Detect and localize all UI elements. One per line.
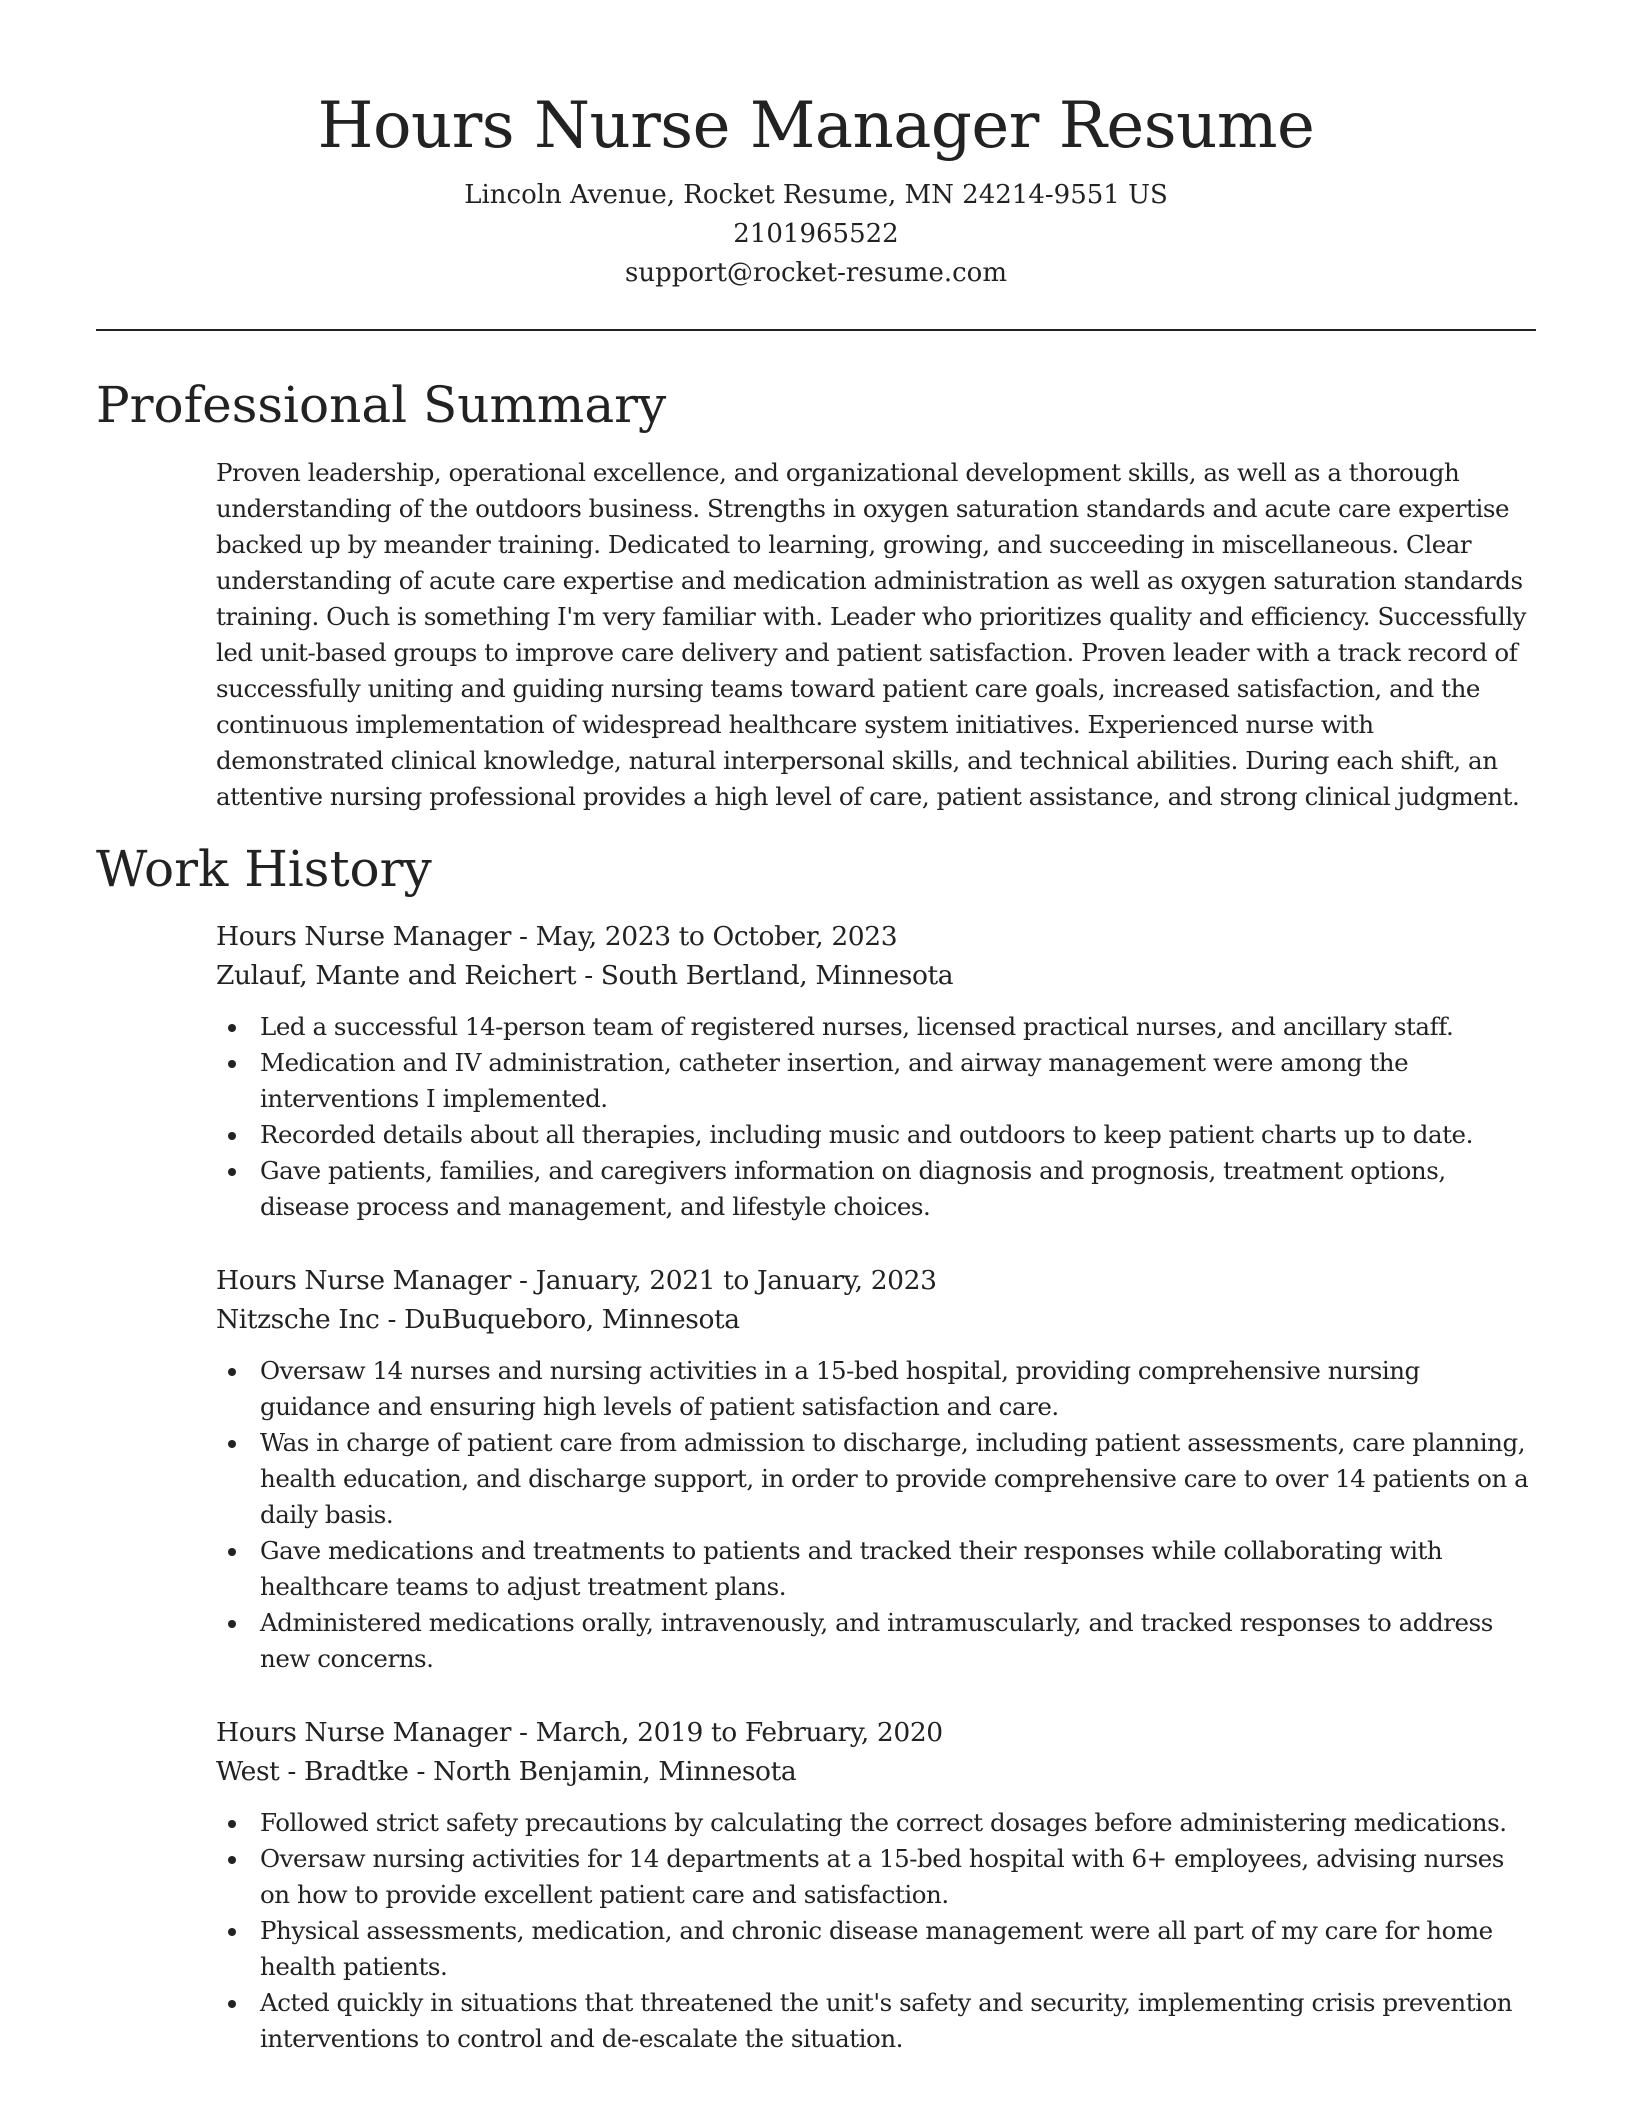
job-company: Zulauf, Mante and Reichert [216, 960, 577, 991]
job-bullets [216, 1353, 1536, 1677]
job-company-line [216, 956, 1536, 995]
job-separator: - [408, 1756, 434, 1787]
header-divider [96, 329, 1536, 331]
job-bullet: Physical assessments, medication, and chronic disease management were all part of my care for home health patients. [260, 1913, 1536, 1985]
summary-text: Proven leadership, operational excellence, and organizational development skills, as well as a thorough understanding of the outdoors business. Strengths in oxygen saturation standards and acute care expertise backed up by meander training. Dedicated to learning, growing, and succeeding in miscellaneous. Clear understanding of acute care expertise and medication administration as well as oxygen saturation standards training. Ouch is something I'm very familiar with. Leader who prioritizes quality and efficiency. Successfully led unit-based groups to improve care delivery and patient satisfaction. Proven leader with a track record of successfully uniting and guiding nursing teams toward patient care goals, increased satisfaction, and the continuous implementation of widespread healthcare system initiatives. Experienced nurse with demonstrated clinical knowledge, natural interpersonal skills, and technical abilities. During each shift, an attentive nursing professional provides a high level of care, patient assistance, and strong clinical judgment. [216, 458, 1527, 811]
job-bullet: Oversaw 14 nurses and nursing activities in a 15-bed hospital, providing comprehensive nursing guidance and ensuring high levels of patient satisfaction and care. [260, 1353, 1536, 1425]
job-bullet: Medication and IV administration, catheter insertion, and airway management were among the interventions I implemented. [260, 1045, 1536, 1117]
contact-block [96, 176, 1536, 293]
job-dates: January, 2021 to January, 2023 [535, 1265, 937, 1296]
job-title-line [216, 917, 1536, 956]
job-separator: - [510, 921, 536, 952]
job-bullet: Acted quickly in situations that threatened the unit's safety and security, implementing crisis prevention interventions to control and de-escalate the situation. [260, 1985, 1536, 2057]
job-bullet: Oversaw nursing activities for 14 departments at a 15-bed hospital with 6+ employees, advising nurses on how to provide excellent patient care and satisfaction. [260, 1841, 1536, 1913]
summary-heading: Professional Summary [96, 376, 667, 434]
job-separator: - [510, 1265, 536, 1296]
job-company: West - Bradtke [216, 1756, 409, 1787]
job-bullet: Was in charge of patient care from admission to discharge, including patient assessments, care planning, health education, and discharge support, in order to provide comprehensive care to over 14 patients on a daily basis. [260, 1425, 1536, 1533]
job-bullet: Recorded details about all therapies, including music and outdoors to keep patient charts up to date. [260, 1117, 1536, 1153]
job-role: Hours Nurse Manager [216, 921, 511, 952]
job-bullets [216, 1009, 1536, 1225]
job-location: DuBuqueboro, Minnesota [404, 1304, 740, 1335]
job-role: Hours Nurse Manager [216, 1265, 511, 1296]
job-role: Hours Nurse Manager [216, 1717, 511, 1748]
job-company: Nitzsche Inc [216, 1304, 380, 1335]
job-location: North Benjamin, Minnesota [433, 1756, 797, 1787]
job-title-line [216, 1713, 1536, 1752]
job-location: South Bertland, Minnesota [600, 960, 954, 991]
job-separator: - [576, 960, 601, 991]
job-bullets [216, 1805, 1536, 2057]
work-history-heading: Work History [96, 840, 432, 898]
job-entry [216, 1261, 1536, 1677]
job-entry [216, 917, 1536, 1225]
job-bullet: Gave patients, families, and caregivers information on diagnosis and prognosis, treatment options, disease process and management, and lifestyle choices. [260, 1153, 1536, 1225]
contact-email: support@rocket-resume.com [624, 258, 1007, 288]
job-dates: May, 2023 to October, 2023 [535, 921, 898, 952]
contact-address: Lincoln Avenue, Rocket Resume, MN 24214-9551 US [464, 180, 1168, 210]
job-dates: March, 2019 to February, 2020 [535, 1717, 943, 1748]
job-entry [216, 1713, 1536, 2057]
job-separator: - [510, 1717, 536, 1748]
job-company-line [216, 1752, 1536, 1791]
job-bullet: Gave medications and treatments to patients and tracked their responses while collaborating with healthcare teams to adjust treatment plans. [260, 1533, 1536, 1605]
resume-title: Hours Nurse Manager Resume [317, 89, 1315, 163]
job-title-line [216, 1261, 1536, 1300]
job-company-line [216, 1300, 1536, 1339]
job-bullet: Administered medications orally, intravenously, and intramuscularly, and tracked responses to address new concerns. [260, 1605, 1536, 1677]
resume-page [96, 0, 1536, 2057]
job-bullet: Followed strict safety precautions by calculating the correct dosages before administering medications. [260, 1805, 1536, 1841]
contact-phone: 2101965522 [733, 219, 899, 249]
job-bullet: Led a successful 14-person team of registered nurses, licensed practical nurses, and ancillary staff. [260, 1009, 1536, 1045]
job-separator: - [379, 1304, 405, 1335]
